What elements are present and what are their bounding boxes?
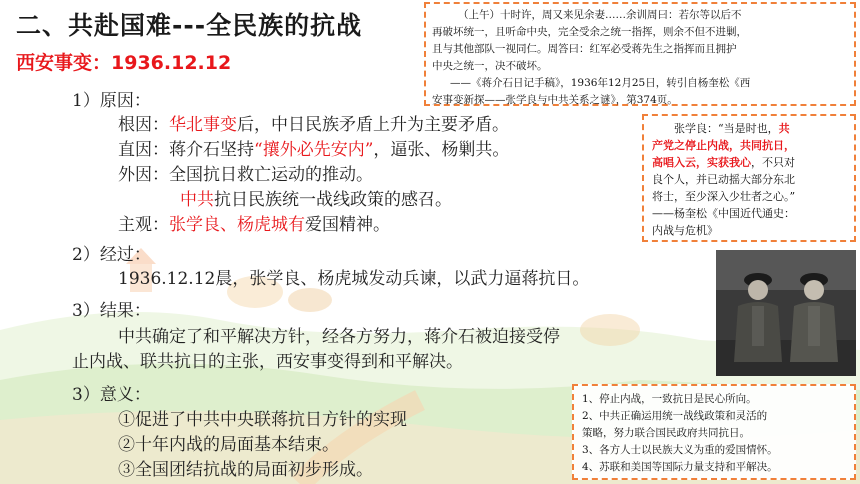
cause-external: 外因：全国抗日救亡运动的推动。: [118, 165, 373, 185]
cause-external-2: [180, 185, 452, 210]
summary-item: 策略，努力联合国民政府共同抗日。: [582, 427, 750, 439]
page-title: 二、共赴国难---全民族的抗战: [16, 11, 363, 40]
result-label: 3）结果：: [72, 301, 151, 321]
quote-line: 再破坏统一，且听命中央，完全受余之统一指挥，则余不但不进剿，: [432, 26, 747, 38]
cause-root-highlight: 华北事变: [169, 115, 237, 135]
cause-subjective-highlight: 张学良、杨虎城有: [169, 215, 305, 235]
summary-box: [572, 384, 856, 480]
zhang-quote-line: 将士，至少深入少壮者之心。”: [652, 190, 796, 203]
significance-item: ①促进了中共中央联蒋抗日方针的实现: [118, 410, 407, 430]
zhang-quote-line: [652, 137, 846, 154]
quote-source: ——《蒋介石日记手稿》，1936年12月25日，转引自杨奎松《西: [450, 77, 751, 89]
zhang-quote-line: [652, 154, 846, 171]
cause-direct-prefix: 直因：蒋介石坚持: [118, 140, 254, 160]
quote-line: 中央之统一，决不破坏。: [432, 60, 548, 72]
cause-root-prefix: 根因：: [118, 115, 169, 135]
cause-direct-highlight: “攘外必先安内”: [254, 140, 374, 160]
cause-subjective: [118, 210, 390, 235]
section-subtitle: 西安事变：1936.12.12: [16, 52, 232, 74]
quote-source: 安事变新探——张学良与中共关系之谜》，第374页。: [432, 94, 678, 106]
zhang-quote-text: ，不只对: [751, 156, 795, 169]
quote-line: 且与其他部队一视同仁。周答曰：红军必受蒋先生之指挥而且拥护: [432, 43, 737, 55]
cause-subjective-suffix: 爱国精神。: [305, 215, 390, 235]
zhang-quote-highlight: 产党之停止内战，共同抗日，: [652, 139, 795, 152]
cause-label: 1）原因：: [72, 91, 151, 111]
zhang-quote-highlight: 高唱入云，实获我心: [652, 156, 751, 169]
result-line-1: 中共确定了和平解决方针，经各方努力，蒋介石被迫接受停: [118, 327, 560, 347]
summary-item: 1、停止内战，一致抗日是民心所向。: [582, 393, 757, 405]
zhang-quote-source: ——杨奎松《中国近代通史：: [652, 207, 795, 220]
chiang-diary-quote-box: [424, 2, 856, 106]
summary-item: 3、各方人士以民族大义为重的爱国情怀。: [582, 444, 778, 456]
zhang-quote-line: [652, 120, 846, 137]
zhang-quote-highlight: 共: [778, 122, 790, 135]
zhang-quote-line: 良个人，并已动摇大部分东北: [652, 173, 795, 186]
summary-item: 2、中共正确运用统一战线政策和灵活的: [582, 410, 768, 422]
process-text: 1936.12.12晨，张学良、杨虎城发动兵谏，以武力逼蒋抗日。: [118, 269, 590, 289]
zhang-quote-text: 张学良：“当是时也，: [674, 122, 779, 135]
cause-direct-suffix: ，逼张、杨剿共。: [373, 140, 510, 160]
process-label: 2）经过：: [72, 245, 151, 265]
cause-root: [118, 110, 509, 135]
cause-external-2-suffix: 抗日民族统一战线政策的感召。: [214, 190, 452, 210]
result-line-2: 止内战、联共抗日的主张，西安事变得到和平解决。: [72, 352, 463, 372]
zhang-xueliang-quote-box: [642, 114, 856, 242]
historical-photo: [716, 250, 856, 376]
significance-label: 3）意义：: [72, 385, 151, 405]
significance-item: ③全国团结抗战的局面初步形成。: [118, 460, 373, 480]
significance-item: ②十年内战的局面基本结束。: [118, 435, 339, 455]
photo-figures-icon: [716, 250, 856, 376]
cause-direct: [118, 135, 509, 160]
summary-item: 4、苏联和美国等国际力量支持和平解决。: [582, 461, 778, 473]
zhang-quote-source: 内战与危机》: [652, 224, 718, 237]
cause-subjective-prefix: 主观：: [118, 215, 169, 235]
cause-root-suffix: 后，中日民族矛盾上升为主要矛盾。: [237, 115, 509, 135]
cause-external-2-highlight: 中共: [180, 190, 214, 210]
quote-line: （上午）十时许，周又来见余妻……余训周曰：若尔等以后不: [458, 9, 742, 21]
